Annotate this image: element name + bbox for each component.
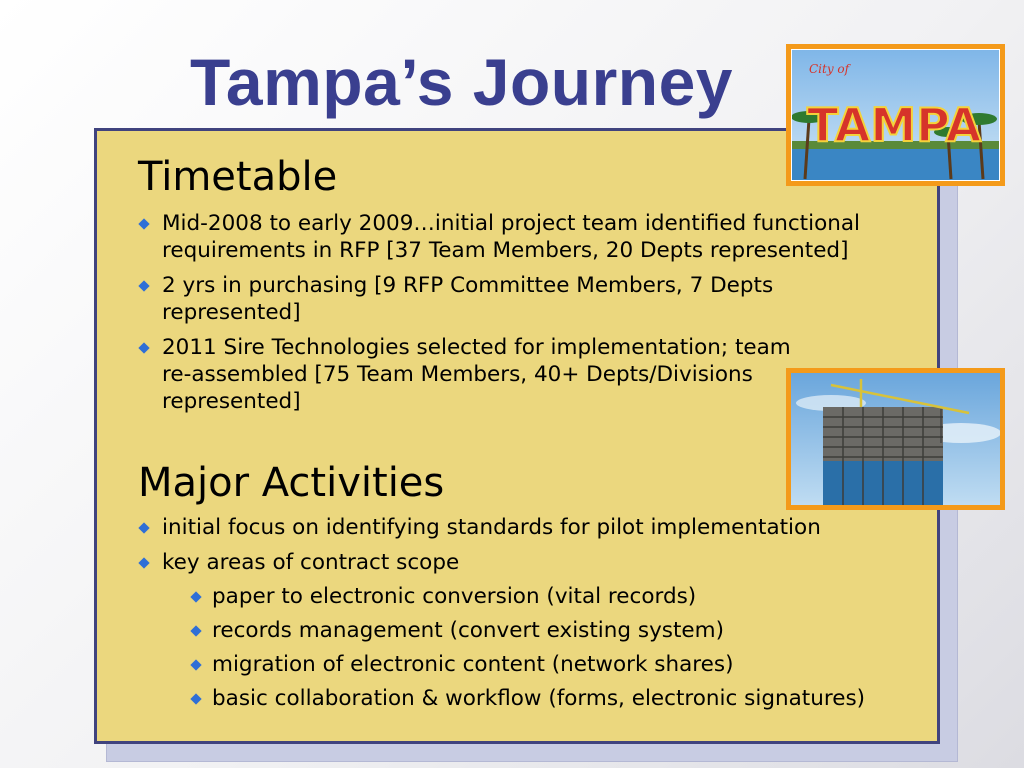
bullet-diamond-icon bbox=[190, 693, 201, 704]
activities-item: initial focus on identifying standards for pilot implementation bbox=[138, 514, 918, 541]
tampa-postcard-image bbox=[786, 44, 1005, 186]
bullet-diamond-icon bbox=[190, 659, 201, 670]
timetable-heading: Timetable bbox=[138, 154, 338, 200]
bullet-diamond-icon bbox=[138, 280, 149, 291]
activities-subitem: migration of electronic content (network shares) bbox=[190, 651, 865, 678]
bullet-diamond-icon bbox=[190, 625, 201, 636]
activities-sublist bbox=[190, 583, 865, 719]
bullet-diamond-icon bbox=[190, 591, 201, 602]
bullet-diamond-icon bbox=[138, 342, 149, 353]
bullet-diamond-icon bbox=[138, 218, 149, 229]
building-graphic bbox=[791, 373, 1000, 505]
activities-list bbox=[138, 514, 918, 584]
timetable-item: Mid-2008 to early 2009…initial project team identified functional requirements in RFP [37 Team Members, 20 Depts represented] bbox=[138, 210, 898, 264]
bullet-diamond-icon bbox=[138, 557, 149, 568]
postcard-graphic bbox=[791, 49, 1000, 181]
postcard-subtitle: City of bbox=[809, 62, 850, 76]
timetable-list bbox=[138, 210, 861, 423]
bullet-diamond-icon bbox=[138, 522, 149, 533]
postcard-title: TAMPA bbox=[807, 98, 982, 152]
timetable-item: 2 yrs in purchasing [9 RFP Committee Members, 7 Depts represented] bbox=[138, 272, 798, 326]
timetable-item: 2011 Sire Technologies selected for implementation; team re-assembled [75 Team Members, 40+ Depts/Divisions represented] bbox=[138, 334, 798, 415]
activities-subitem: paper to electronic conversion (vital records) bbox=[190, 583, 865, 610]
activities-item: key areas of contract scope bbox=[138, 549, 918, 576]
activities-heading: Major Activities bbox=[138, 460, 445, 506]
activities-subitem: basic collaboration & workflow (forms, electronic signatures) bbox=[190, 685, 865, 712]
building-construction-image bbox=[786, 368, 1005, 510]
slide-title: Tampa’s Journey bbox=[190, 45, 734, 119]
activities-subitem: records management (convert existing system) bbox=[190, 617, 865, 644]
